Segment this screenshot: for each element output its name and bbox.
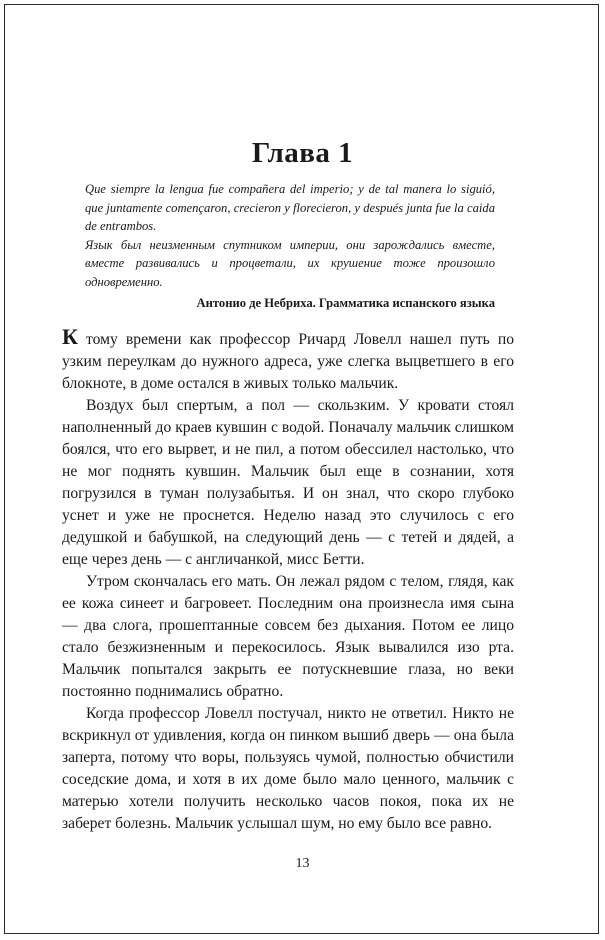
paragraph-3: Утром скончалась его мать. Он лежал рядом с телом, глядя, как ее кожа синеет и багровеет. Последним она произнесла имя сына — два слога, прошептанные совсем без дыхания. Потом ее лицо стало безжизненным и перекосилось. Язык вывалился изо рта. Мальчик попытался закрыть ее потускневшие глаза, но веки постоянно поднимались обратно.	[62, 573, 514, 700]
chapter-body	[62, 324, 514, 835]
epigraph-russian: Язык был неизменным спутником империи, они зарождались вместе, вместе развивались и процветали, их крушение тоже произошло одновременно.	[85, 237, 495, 289]
paragraph-4: Когда профессор Ловелл постучал, никто не ответил. Никто не вскрикнул от удивления, когда он пинком вышиб дверь — она была заперта, потому что воры, пользуясь чумой, полностью обчистили соседские дома, и хотя в их доме было мало ценного, мальчик с матерью хотели получить несколько часов покоя, пока их не заберет болезнь. Мальчик услышал шум, но ему было все равно.	[62, 705, 514, 832]
chapter-title: Глава 1	[251, 137, 354, 170]
paragraph-1-text: тому времени как профессор Ричард Ловелл нашел путь по узким переулкам до нужного адреса, уже слегка выцветшего в его блокноте, в доме остался в живых только мальчик.	[62, 331, 514, 392]
epigraph-spanish: Que siempre la lengua fue compañera del imperio; y de tal manera lo siguió, que juntamente començaron, crecieron y florecieron, y después junta fue la caida de entrambos.	[85, 182, 495, 234]
page-number: 13	[295, 856, 310, 871]
paragraph-1	[62, 324, 514, 395]
paragraph-2: Воздух был спертым, а пол — скользким. У кровати стоял наполненный до краев кувшин с водой. Поначалу мальчик слишком боялся, что его вырвет, и не пил, а потом обессилел настолько, что не мог поднять кувшин. Мальчик был еще в сознании, хотя погрузился в туман полузабытья. И он знал, что скоро глубоко уснет и уже не проснется. Неделю назад это случилось с его дедушкой и бабушкой, на следующий день — с тетей и дядей, а еще через день — с англичанкой, мисс Бетти.	[62, 397, 514, 568]
epigraph-source: Антонио де Небриха. Грамматика испанского языка	[196, 295, 495, 310]
epigraph	[85, 180, 495, 312]
drop-letter: К	[62, 324, 78, 349]
